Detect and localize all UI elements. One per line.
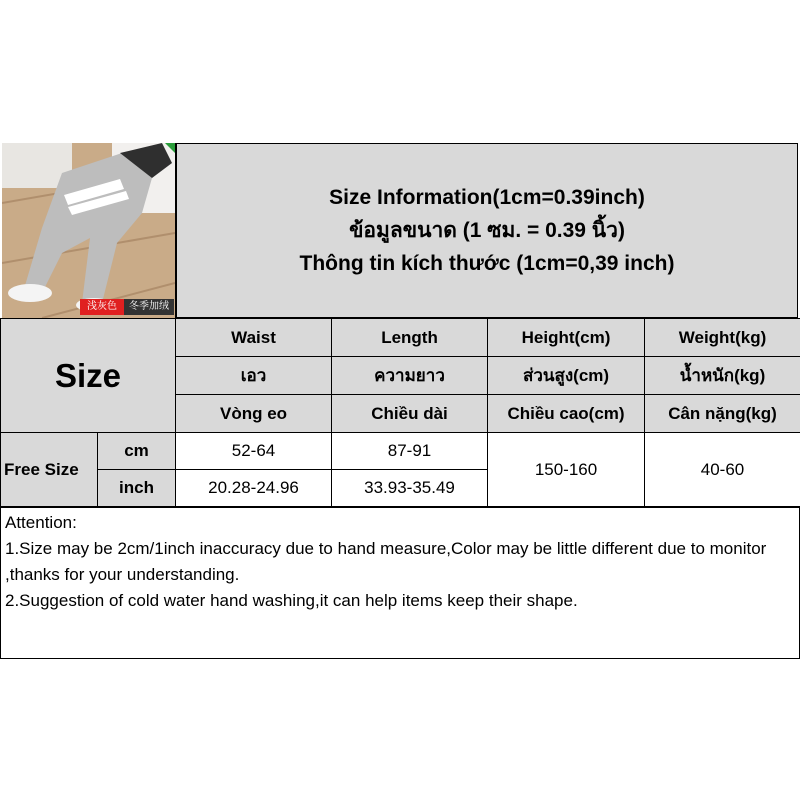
color-badge: 浅灰色 [80, 299, 124, 315]
title-vietnamese: Thông tin kích thước (1cm=0,39 inch) [299, 252, 675, 275]
waist-inch-value: 20.28-24.96 [176, 470, 332, 507]
height-header-th: ส่วนสูง(cm) [488, 357, 645, 395]
waist-cm-value: 52-64 [176, 433, 332, 470]
height-header-vi: Chiều cao(cm) [488, 395, 645, 433]
length-header-th: ความยาว [332, 357, 488, 395]
size-header: Size [1, 319, 176, 433]
free-size-label: Free Size [1, 433, 98, 507]
title-thai: ข้อมูลขนาด (1 ซม. = 0.39 นิ้ว) [349, 219, 625, 242]
attention-heading: Attention: [5, 513, 77, 532]
weight-value: 40-60 [645, 433, 800, 507]
size-table [0, 318, 800, 507]
length-header-en: Length [332, 319, 488, 357]
height-header-en: Height(cm) [488, 319, 645, 357]
unit-inch: inch [98, 470, 176, 507]
waist-header-th: เอว [176, 357, 332, 395]
title-english: Size Information(1cm=0.39inch) [329, 186, 645, 209]
length-cm-value: 87-91 [332, 433, 488, 470]
length-inch-value: 33.93-35.49 [332, 470, 488, 507]
weight-header-en: Weight(kg) [645, 319, 800, 357]
season-badge: 冬季加绒 [124, 299, 174, 315]
weight-header-th: น้ำหนัก(kg) [645, 357, 800, 395]
waist-header-vi: Vòng eo [176, 395, 332, 433]
length-header-vi: Chiều dài [332, 395, 488, 433]
product-photo [2, 143, 175, 318]
note-measure-accuracy: 1.Size may be 2cm/1inch inaccuracy due to hand measure,Color may be little different due to monitor ,thanks for your understanding. [5, 539, 767, 584]
size-info-title [175, 143, 798, 318]
note-washing: 2.Suggestion of cold water hand washing,it can help items keep their shape. [5, 591, 578, 610]
waist-header-en: Waist [176, 319, 332, 357]
unit-cm: cm [98, 433, 176, 470]
attention-notes [0, 507, 800, 659]
weight-header-vi: Cân nặng(kg) [645, 395, 800, 433]
height-value: 150-160 [488, 433, 645, 507]
leggings-image [2, 143, 175, 318]
